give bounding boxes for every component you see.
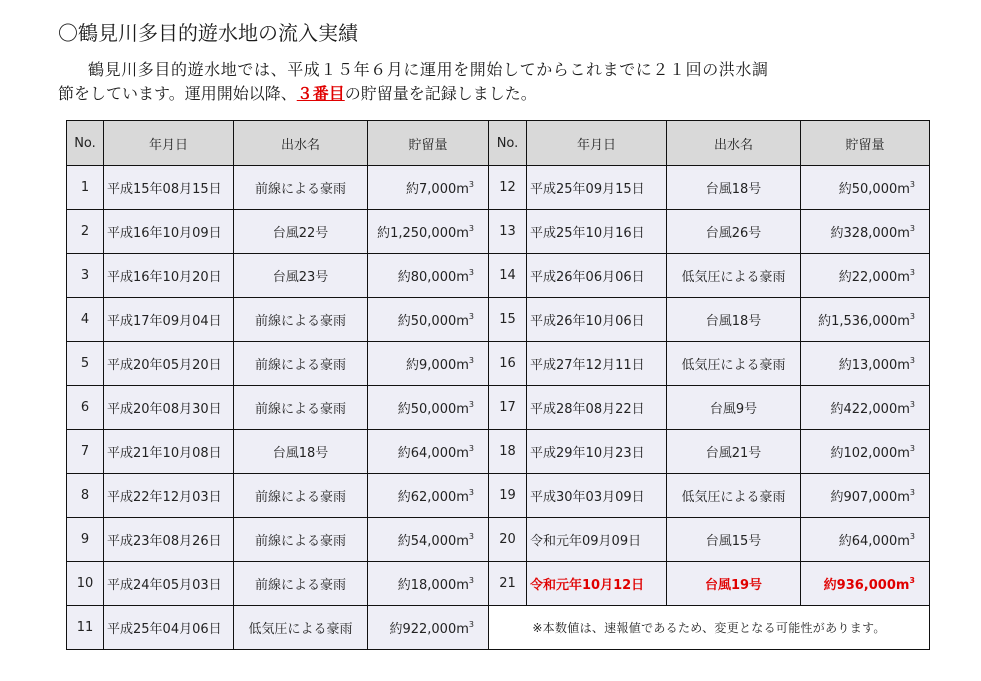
- cell-name: [234, 606, 368, 650]
- cell-name: [234, 518, 368, 562]
- cell-name: [667, 562, 801, 606]
- cell-no-text: 11: [76, 620, 94, 635]
- cell-no-text: 15: [499, 312, 516, 327]
- cell-volume: [368, 166, 489, 210]
- cell-date-text: 令和元年10月12日: [530, 578, 645, 593]
- cell-volume: [801, 298, 930, 342]
- table-row: [67, 430, 930, 474]
- intro-line-1: 鶴見川多目的遊水地では、平成１５年６月に運用を開始してからこれまでに２１回の洪水調: [88, 60, 769, 79]
- cell-no: [67, 518, 104, 562]
- intro-paragraph: [58, 58, 908, 106]
- cell-volume: [368, 474, 489, 518]
- cell-date-text: 平成25年10月16日: [530, 226, 645, 241]
- cell-name-text: 台風18号: [705, 314, 762, 329]
- header-name-right: 出水名: [667, 121, 801, 166]
- cell-volume: [368, 254, 489, 298]
- cell-date-text: 平成26年06月06日: [530, 270, 645, 285]
- cell-no: [67, 254, 104, 298]
- cell-volume: [801, 210, 930, 254]
- cell-name: [667, 342, 801, 386]
- cell-volume: [368, 430, 489, 474]
- cubic-superscript: 3: [909, 224, 915, 233]
- cubic-superscript: 3: [468, 356, 474, 365]
- cubic-superscript: 3: [468, 180, 474, 189]
- cell-date: [527, 342, 667, 386]
- cell-no-text: 4: [80, 312, 90, 327]
- intro-highlight-rank: ３番目: [296, 84, 345, 103]
- table-header-row: [67, 121, 930, 166]
- cell-volume-text: 約1,536,000m: [818, 314, 910, 329]
- header-no-right: No.: [489, 121, 527, 166]
- cell-date: [104, 606, 234, 650]
- cell-date-text: 平成22年12月03日: [107, 490, 222, 505]
- inflow-record-table: [66, 120, 930, 650]
- cell-no-text: 12: [499, 180, 516, 195]
- cell-date: [527, 562, 667, 606]
- cell-date-text: 平成25年09月15日: [530, 182, 645, 197]
- cell-date: [104, 386, 234, 430]
- cell-no-text: 5: [80, 356, 90, 371]
- cubic-superscript: 3: [909, 444, 915, 453]
- cell-name: [667, 518, 801, 562]
- cubic-superscript: 3: [909, 400, 915, 409]
- cell-no: [489, 430, 527, 474]
- cell-no: [67, 166, 104, 210]
- cell-date-text: 平成24年05月03日: [107, 578, 222, 593]
- cubic-superscript: 3: [909, 180, 915, 189]
- cell-no-text: 10: [76, 576, 94, 591]
- cubic-superscript: 3: [468, 224, 474, 233]
- cell-date-text: 令和元年09月09日: [530, 534, 642, 549]
- cell-date: [104, 474, 234, 518]
- table-row: [67, 298, 930, 342]
- cell-name: [667, 254, 801, 298]
- cell-date-text: 平成16年10月09日: [107, 226, 222, 241]
- header-no-left: No.: [67, 121, 104, 166]
- table-row: [67, 386, 930, 430]
- table-row: [67, 342, 930, 386]
- cell-no-text: 2: [80, 224, 90, 239]
- cell-date: [104, 342, 234, 386]
- cubic-superscript: 3: [909, 576, 915, 585]
- cubic-superscript: 3: [909, 488, 915, 497]
- cell-volume-text: 約9,000m: [406, 358, 469, 373]
- cell-volume: [801, 166, 930, 210]
- cell-name: [234, 166, 368, 210]
- cell-name: [234, 210, 368, 254]
- cell-volume-text: 約64,000m: [838, 534, 910, 549]
- cell-volume-text: 約80,000m: [397, 270, 469, 285]
- cell-name-text: 前線による豪雨: [254, 534, 346, 549]
- cell-no: [489, 254, 527, 298]
- cell-name-text: 台風26号: [705, 226, 762, 241]
- cell-volume: [368, 562, 489, 606]
- cell-date-text: 平成30年03月09日: [530, 490, 645, 505]
- cell-name-text: 台風19号: [704, 578, 763, 593]
- cell-no-text: 14: [499, 268, 516, 283]
- cell-no-text: 18: [499, 444, 516, 459]
- header-name-left: 出水名: [234, 121, 368, 166]
- cell-name: [667, 298, 801, 342]
- cell-no: [489, 210, 527, 254]
- cell-name: [234, 254, 368, 298]
- cell-name-text: 台風23号: [272, 270, 329, 285]
- cell-name-text: 低気圧による豪雨: [681, 490, 786, 505]
- cubic-superscript: 3: [909, 268, 915, 277]
- cubic-superscript: 3: [909, 312, 915, 321]
- cell-name-text: 前線による豪雨: [254, 402, 346, 417]
- cubic-superscript: 3: [468, 400, 474, 409]
- cell-volume-text: 約18,000m: [397, 578, 469, 593]
- header-volume-right: 貯留量: [801, 121, 930, 166]
- cell-name-text: 低気圧による豪雨: [681, 270, 786, 285]
- cell-date: [527, 518, 667, 562]
- cell-name-text: 台風21号: [705, 446, 762, 461]
- cell-volume: [801, 430, 930, 474]
- cell-no-text: 1: [80, 180, 90, 195]
- cell-volume: [368, 518, 489, 562]
- cell-volume-text: 約54,000m: [397, 534, 469, 549]
- cell-volume-text: 約7,000m: [406, 182, 469, 197]
- cell-volume: [801, 474, 930, 518]
- table-row: [67, 210, 930, 254]
- intro-line-2: [58, 82, 908, 106]
- cell-volume-text: 約13,000m: [838, 358, 910, 373]
- cell-no-text: 16: [499, 356, 516, 371]
- cell-volume: [368, 210, 489, 254]
- cell-no-text: 20: [499, 532, 516, 547]
- cell-no: [489, 386, 527, 430]
- cell-date-text: 平成20年05月20日: [107, 358, 222, 373]
- cell-name: [667, 430, 801, 474]
- cell-name-text: 前線による豪雨: [254, 490, 346, 505]
- cubic-superscript: 3: [468, 444, 474, 453]
- cell-name: [234, 386, 368, 430]
- cell-date: [527, 386, 667, 430]
- cell-no-text: 6: [80, 400, 90, 415]
- cell-volume: [801, 254, 930, 298]
- cubic-superscript: 3: [468, 312, 474, 321]
- cell-name-text: 台風15号: [705, 534, 762, 549]
- cell-name: [667, 474, 801, 518]
- cell-date: [527, 166, 667, 210]
- cell-name: [234, 562, 368, 606]
- cubic-superscript: 3: [468, 532, 474, 541]
- header-volume-left: 貯留量: [368, 121, 489, 166]
- cubic-superscript: 3: [468, 488, 474, 497]
- cell-volume-text: 約22,000m: [838, 270, 910, 285]
- cell-no-text: 21: [499, 576, 516, 591]
- cell-volume-text: 約62,000m: [397, 490, 469, 505]
- cell-no-text: 17: [499, 400, 516, 415]
- cubic-superscript: 3: [909, 356, 915, 365]
- note-cell: [489, 606, 930, 650]
- cubic-superscript: 3: [468, 576, 474, 585]
- cell-date-text: 平成28年08月22日: [530, 402, 645, 417]
- intro-text-after: の貯留量を記録しました。: [344, 84, 537, 103]
- cell-volume-text: 約1,250,000m: [377, 226, 469, 241]
- cell-date: [527, 430, 667, 474]
- cell-no-text: 9: [80, 532, 90, 547]
- cell-volume-text: 約936,000m: [823, 578, 910, 593]
- cell-volume-text: 約64,000m: [397, 446, 469, 461]
- cell-name-text: 前線による豪雨: [254, 358, 346, 373]
- cell-name-text: 台風9号: [709, 402, 758, 417]
- cell-date-text: 平成16年10月20日: [107, 270, 222, 285]
- cell-date-text: 平成27年12月11日: [530, 358, 645, 373]
- cell-volume: [368, 386, 489, 430]
- cell-date-text: 平成15年08月15日: [107, 182, 222, 197]
- cell-date: [104, 430, 234, 474]
- cell-name-text: 台風18号: [272, 446, 329, 461]
- cell-no: [67, 386, 104, 430]
- cell-name-text: 低気圧による豪雨: [681, 358, 786, 373]
- cell-date: [104, 298, 234, 342]
- table-row: [67, 166, 930, 210]
- cell-name-text: 低気圧による豪雨: [248, 622, 353, 637]
- cell-volume: [368, 342, 489, 386]
- cell-no-text: 3: [80, 268, 90, 283]
- cell-name-text: 台風18号: [705, 182, 762, 197]
- cell-volume-text: 約50,000m: [397, 402, 469, 417]
- cell-date: [104, 254, 234, 298]
- cell-date: [527, 254, 667, 298]
- cell-no: [489, 474, 527, 518]
- cell-date: [527, 474, 667, 518]
- cell-date: [104, 166, 234, 210]
- header-date-right: 年月日: [527, 121, 667, 166]
- cell-date-text: 平成23年08月26日: [107, 534, 222, 549]
- cubic-superscript: 3: [909, 532, 915, 541]
- cell-no-text: 8: [80, 488, 90, 503]
- cell-no: [489, 562, 527, 606]
- cell-volume-text: 約50,000m: [838, 182, 910, 197]
- cell-no-text: 13: [499, 224, 516, 239]
- table-row: [67, 562, 930, 606]
- cell-no: [67, 342, 104, 386]
- cell-no: [67, 474, 104, 518]
- cell-volume: [801, 386, 930, 430]
- cell-name: [234, 474, 368, 518]
- cell-name: [234, 298, 368, 342]
- cell-name-text: 前線による豪雨: [254, 182, 346, 197]
- cubic-superscript: 3: [468, 620, 474, 629]
- cell-volume: [801, 562, 930, 606]
- cell-date: [527, 298, 667, 342]
- cell-no: [489, 166, 527, 210]
- cell-volume-text: 約422,000m: [830, 402, 910, 417]
- cell-volume: [368, 298, 489, 342]
- cell-no: [67, 298, 104, 342]
- cell-date-text: 平成25年04月06日: [107, 622, 222, 637]
- cell-date: [104, 210, 234, 254]
- table-row: [67, 606, 930, 650]
- cell-date-text: 平成17年09月04日: [107, 314, 222, 329]
- table-body: [67, 166, 930, 650]
- cell-no: [489, 298, 527, 342]
- cell-no: [67, 430, 104, 474]
- table-row: [67, 254, 930, 298]
- cell-name-text: 前線による豪雨: [254, 578, 346, 593]
- cell-name-text: 台風22号: [272, 226, 329, 241]
- cell-volume: [801, 342, 930, 386]
- cell-volume-text: 約922,000m: [389, 622, 469, 637]
- cell-volume-text: 約50,000m: [397, 314, 469, 329]
- cell-name: [234, 342, 368, 386]
- table-row: [67, 474, 930, 518]
- cell-volume-text: 約907,000m: [830, 490, 910, 505]
- header-date-left: 年月日: [104, 121, 234, 166]
- cell-name: [234, 430, 368, 474]
- cell-volume: [368, 606, 489, 650]
- cell-name: [667, 210, 801, 254]
- cell-no: [489, 518, 527, 562]
- cell-no: [67, 606, 104, 650]
- cell-name-text: 前線による豪雨: [254, 314, 346, 329]
- cell-no-text: 7: [80, 444, 90, 459]
- cell-date-text: 平成29年10月23日: [530, 446, 645, 461]
- cell-name: [667, 386, 801, 430]
- cell-name: [667, 166, 801, 210]
- cell-no: [489, 342, 527, 386]
- cell-date-text: 平成20年08月30日: [107, 402, 222, 417]
- preliminary-note: ※本数値は、速報値であるため、変更となる可能性があります。: [532, 621, 886, 635]
- cell-volume: [801, 518, 930, 562]
- cubic-superscript: 3: [468, 268, 474, 277]
- page-title: 〇鶴見川多目的遊水地の流入実績: [58, 21, 358, 45]
- cell-volume-text: 約328,000m: [830, 226, 910, 241]
- cell-date-text: 平成21年10月08日: [107, 446, 222, 461]
- cell-no-text: 19: [499, 488, 516, 503]
- cell-date: [104, 562, 234, 606]
- cell-volume-text: 約102,000m: [830, 446, 910, 461]
- cell-no: [67, 210, 104, 254]
- cell-date: [527, 210, 667, 254]
- cell-date-text: 平成26年10月06日: [530, 314, 645, 329]
- cell-date: [104, 518, 234, 562]
- cell-no: [67, 562, 104, 606]
- intro-text-before: 節をしています。運用開始以降、: [58, 84, 297, 103]
- table-row: [67, 518, 930, 562]
